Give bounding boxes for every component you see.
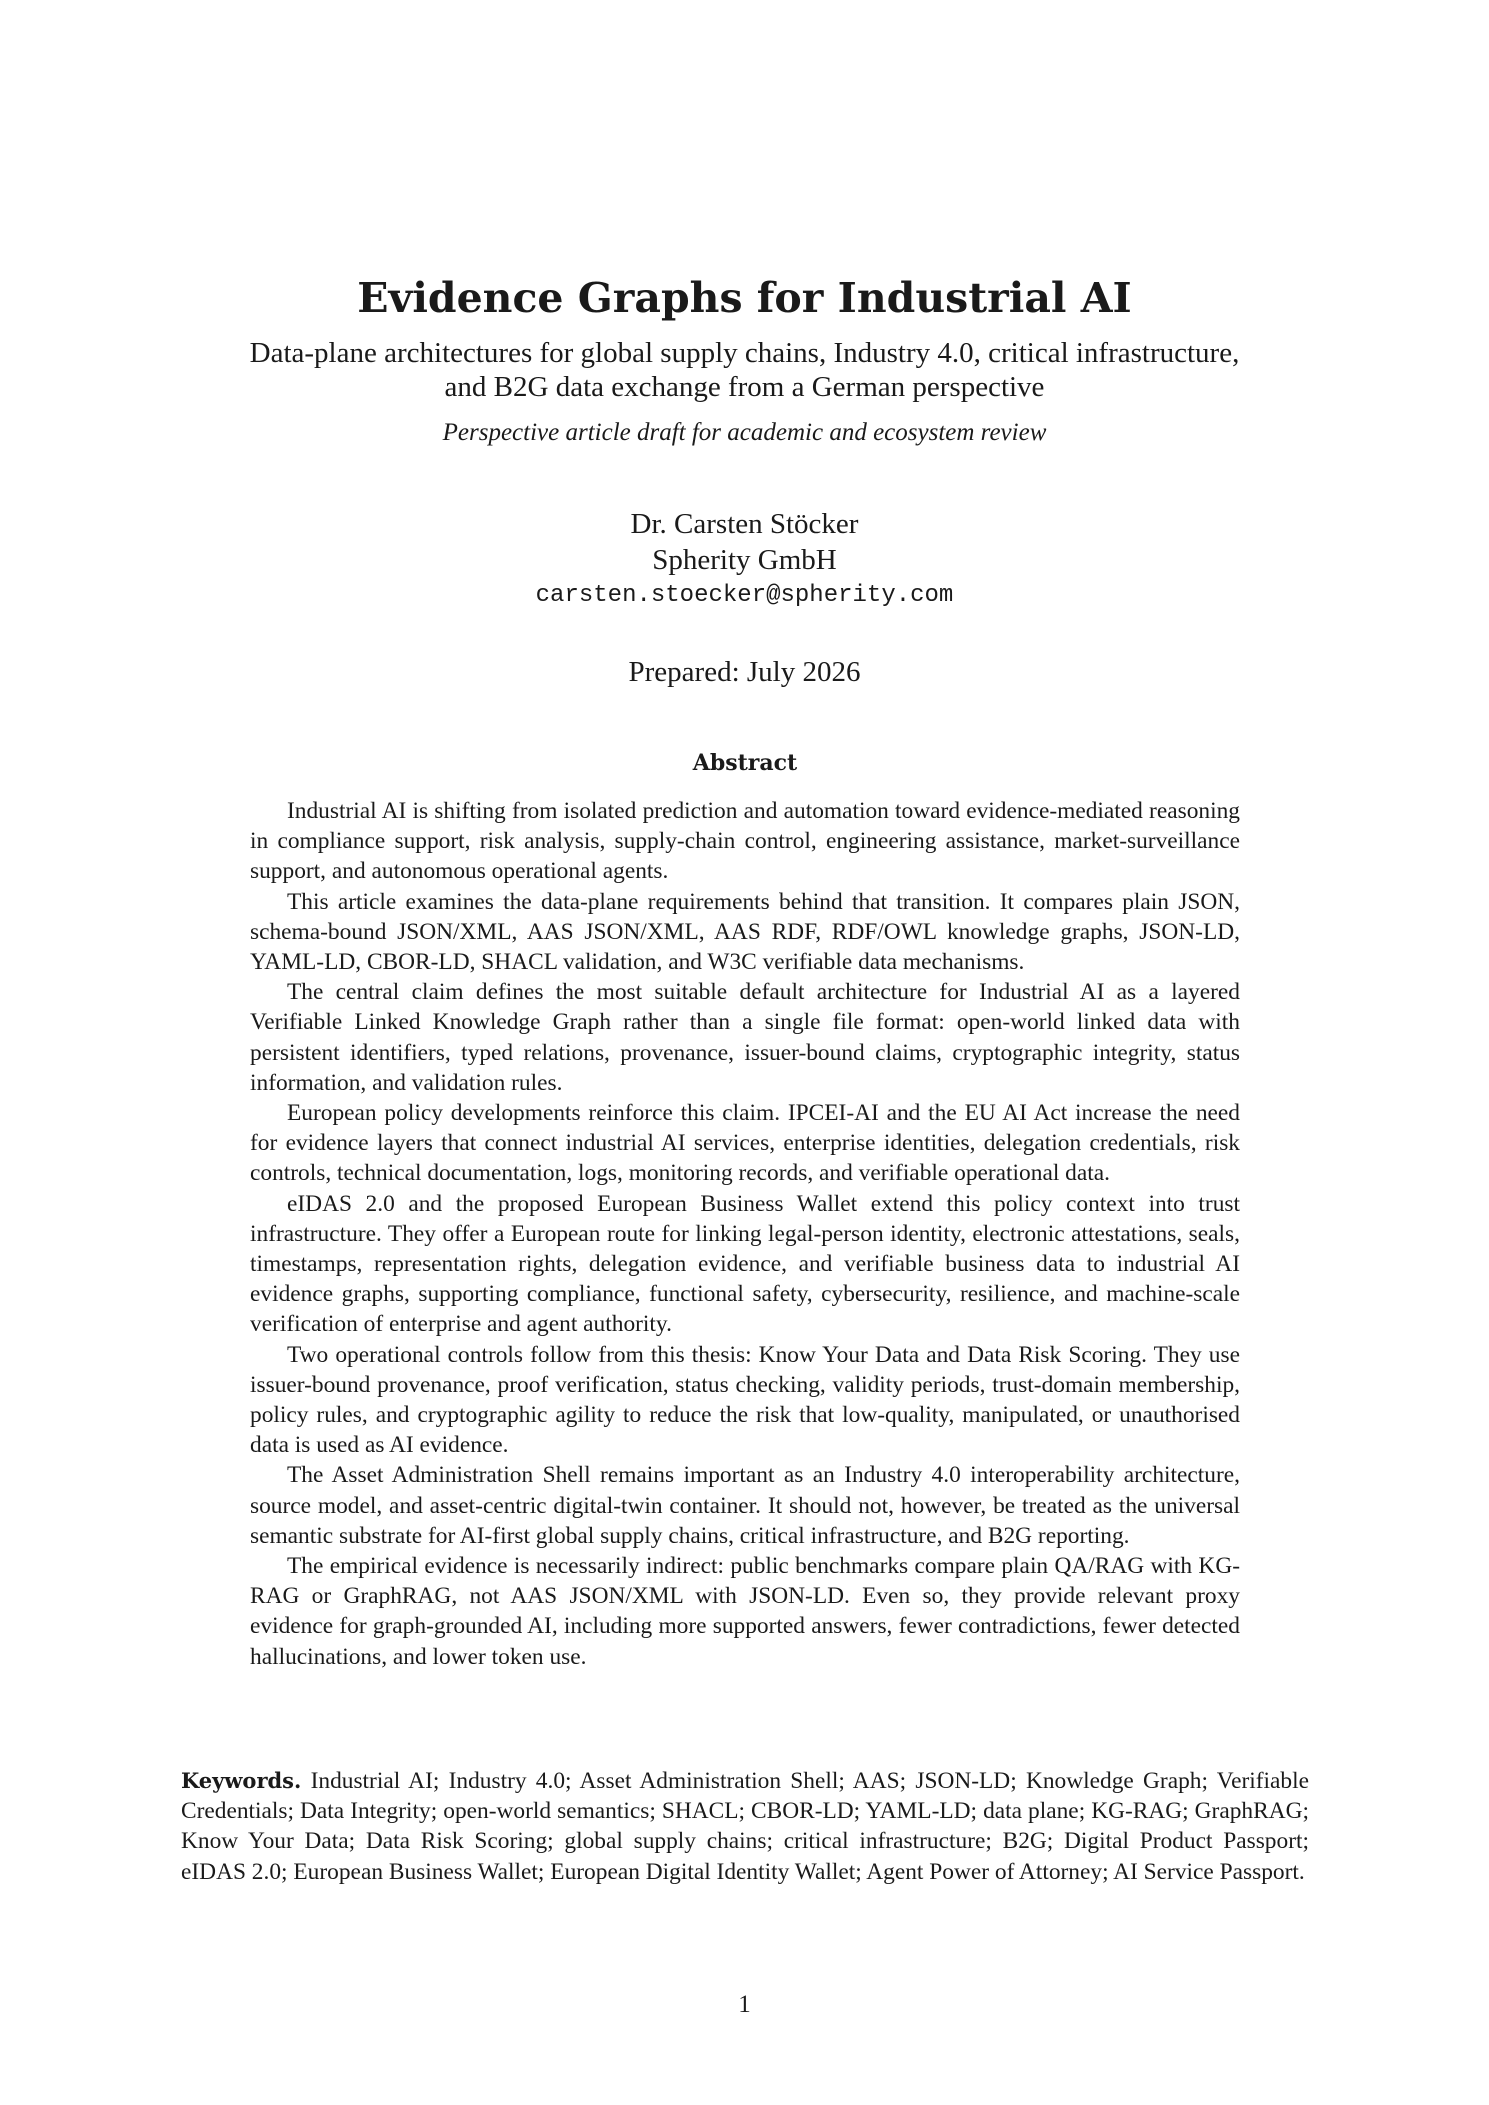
keywords-section — [181, 1766, 1309, 1887]
author-block — [150, 506, 1339, 614]
abstract-paragraph: This article examines the data-plane requirements behind that transition. It compares plain JSON, schema-bound JSON/XML, AAS JSON/XML, AAS RDF, RDF/OWL knowledge graphs, JSON-LD, YAML-LD, CBOR-LD, SHACL validation, and W3C verifiable data mechanisms. — [250, 888, 1240, 976]
draft-note: Perspective article draft for academic and ecosystem review — [442, 419, 1047, 446]
abstract-paragraph: European policy developments reinforce this claim. IPCEI-AI and the EU AI Act increase the need for evidence layers that connect industrial AI services, enterprise identities, delegation credentials, risk controls, technical documentation, logs, monitoring records, and verifiable operational data. — [250, 1100, 1240, 1187]
abstract-heading: Abstract — [692, 750, 798, 776]
abstract-paragraph: Industrial AI is shifting from isolated prediction and automation toward evidence-mediated reasoning in compliance support, risk analysis, supply-chain control, engineering assistance, market-surveillance support, and autonomous operational agents. — [250, 798, 1240, 885]
subtitle-line-1: Data-plane architectures for global supply chains, Industry 4.0, critical infrastructure, — [249, 337, 1240, 369]
author-email[interactable]: carsten.stoecker@spherity.com — [535, 582, 954, 609]
prepared-date: Prepared: July 2026 — [628, 656, 861, 688]
subtitle-line-2: and B2G data exchange from a German perspective — [444, 371, 1045, 403]
author-affiliation: Spherity GmbH — [652, 544, 837, 576]
page-number: 1 — [738, 1991, 751, 2018]
abstract-section — [250, 748, 1240, 1672]
abstract-paragraph: Two operational controls follow from this thesis: Know Your Data and Data Risk Scoring. They use issuer-bound provenance, proof verification, status checking, validity periods, trust-domain membership, policy rules, and cryptographic agility to reduce the risk that low-quality, manipulated, or unauthorised data is used as AI evidence. — [250, 1341, 1240, 1459]
paper-subtitle — [150, 336, 1339, 404]
abstract-paragraph: The empirical evidence is necessarily indirect: public benchmarks compare plain QA/RAG with KG-RAG or GraphRAG, not AAS JSON/XML with JSON-LD. Even so, they provide relevant proxy evidence for graph-grounded AI, including more supported answers, fewer contradictions, fewer detected hallucinations, and lower token use. — [250, 1553, 1240, 1670]
abstract-paragraph: The central claim defines the most suitable default architecture for Industrial AI as a layered Verifiable Linked Knowledge Graph rather than a single file format: open-world linked data with persistent identifiers, typed relations, provenance, issuer-bound claims, cryptographic integrity, status information, and validation rules. — [250, 979, 1240, 1096]
keywords-label: Keywords. — [181, 1768, 302, 1793]
author-name: Dr. Carsten Stöcker — [630, 508, 859, 540]
abstract-paragraph: The Asset Administration Shell remains important as an Industry 4.0 interoperability architecture, source model, and asset-centric digital-twin container. It should not, however, be treated as the universal semantic substrate for AI-first global supply chains, critical infrastructure, and B2G reporting. — [250, 1462, 1240, 1549]
title-block — [150, 270, 1339, 690]
abstract-paragraph: eIDAS 2.0 and the proposed European Business Wallet extend this policy context into trust infrastructure. They offer a European route for linking legal-person identity, electronic attestations, seals, timestamps, representation rights, delegation evidence, and verifiable business data to industrial AI evidence graphs, supporting compliance, functional safety, cybersecurity, resilience, and machine-scale verification of enterprise and agent authority. — [250, 1190, 1240, 1338]
keywords-text: Industrial AI; Industry 4.0; Asset Administration Shell; AAS; JSON-LD; Knowledge Graph; Verifiable Credentials; Data Integrity; open-world semantics; SHACL; CBOR-LD; YAML-LD; data plane; KG-RAG; GraphRAG; Know Your Data; Data Risk Scoring; global supply chains; critical infrastructure; B2G; Digital Product Passport; eIDAS 2.0; European Business Wallet; European Digital Identity Wallet; Agent Power of Attorney; AI Service Passport. — [181, 1768, 1309, 1885]
paper-title: Evidence Graphs for Industrial AI — [357, 274, 1132, 322]
